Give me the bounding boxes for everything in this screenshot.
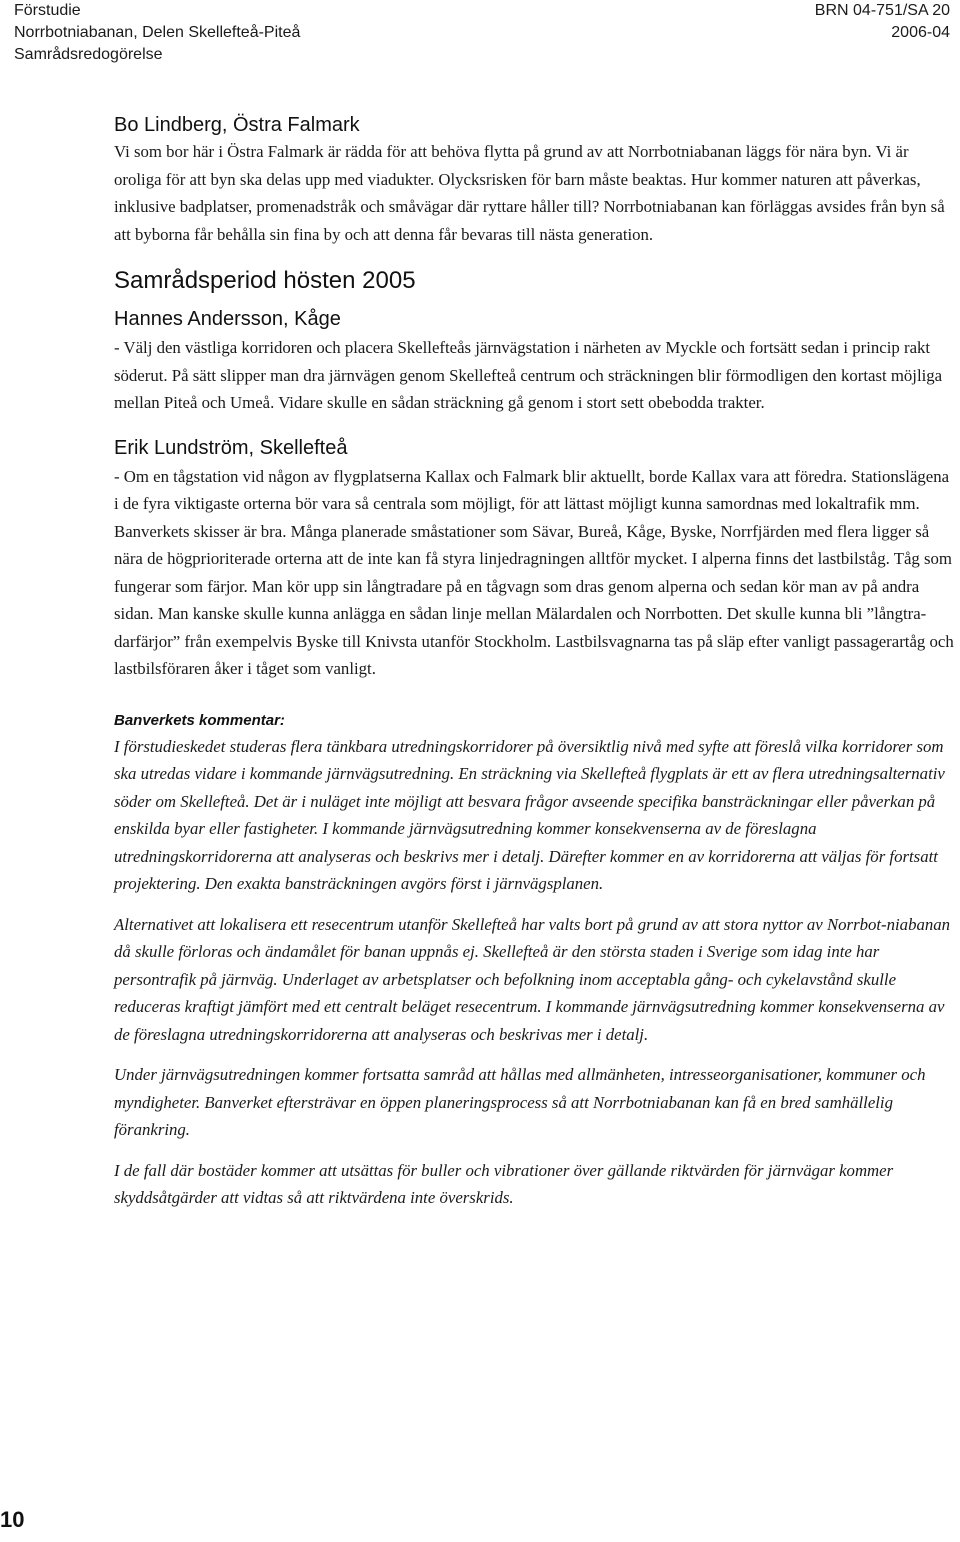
page-number: 10	[0, 1507, 25, 1532]
comment-paragraph: Alternativet att lokalisera ett resecentrum utanför Skellefteå har valts bort på grund av att stora nyttor av Norrbot-niabanan då skulle förloras och ändamålet för banan uppnås ej. Skellefteå är den största staden i Sverige som idag inte har persontrafik på järnväg. Underlaget av arbetsplatser och befolkning inom acceptabla gång- och cykelavstånd skulle reduceras kraftigt jämfört med ett centralt beläget resecentrum. I kommande järnvägsutredning kommer konsekvenserna av de föreslagna utredningskorridorerna att analyseras och beskrivas mer i detalj.	[114, 914, 951, 1044]
banverket-comment	[114, 711, 954, 1212]
submission-text: Vi som bor här i Östra Falmark är rädda för att behöva flytta på grund av att Norrbotniabanan läggs för nära byn. Vi är oroliga för att byn ska delas upp med viadukter. Olycksrisken för barn måste beaktas. Hur kommer naturen att påverkas, inklusive badplatser, promenadstråk och småvägar där ryttare håller till? Norrbotniabanan kan förläggas avsides från byn så att byborna får behålla sin fina by och att denna får bevaras till nästa generation.	[114, 142, 945, 244]
header-right	[815, 0, 950, 44]
section-title: Samrådsperiod hösten 2005	[114, 267, 416, 294]
submission-text: - Välj den västliga korridoren och placera Skellefteås järnvägstation i närheten av Myckle och fortsätt sedan i princip rakt söderut. På sätt slipper man dra järnvägen genom Skellefteå centrum och sträckningen blir förmodligen den kortast möjliga mellan Piteå och Umeå. Vidare skulle en sådan sträckning gå genom i stort sett obebodda trakter.	[114, 338, 943, 412]
header-project-name: Norrbotniabanan, Delen Skellefteå-Piteå	[14, 24, 301, 41]
submission-heading: Erik Lundström, Skellefteå	[114, 436, 348, 459]
submission-lundstrom	[114, 435, 954, 683]
comment-label: Banverkets kommentar:	[114, 711, 285, 729]
submission-lindberg	[114, 112, 954, 248]
submission-text: - Om en tågstation vid någon av flygplatserna Kallax och Falmark blir aktuellt, borde Kallax vara att föredra. Stationslägena i de fyra viktigaste orterna bör vara så centrala som möjligt, för att lättast möjligt kunna samordnas med lokaltrafik mm. Banverkets skisser är bra. Många planerade småstationer som Sävar, Bureå, Kåge, Byske, Norrfjärden med flera ligger så nära de högprioriterade orterna att de inte kan få styra linjedragningen alltför mycket. I alperna finns det lastbilståg. Tåg som fungerar som färjor. Man kör upp sin långtradare på en tågvagn som dras genom alperna och sedan kör man av på andra sidan. Man kanske skulle kunna anlägga en sådan linje mellan Mälardalen och Norrbotten. Det skulle kunna bli ”långtra-darfärjor” från exempelvis Byske till Knivsta utanför Stockholm. Lastbilsvagnarna tas på släp efter vanligt passagerartåg och lastbilsföraren åker i tåget som vanligt.	[114, 466, 954, 678]
header-reference-number: BRN 04-751/SA 20	[814, 2, 950, 19]
comment-paragraph: I förstudieskedet studeras flera tänkbara utredningskorridorer på översiktlig nivå med syfte att föreslå vilka korridorer som ska utredas vidare i kommande järnvägsutredning. En sträckning via Skellefteå flygplats är ett av flera utredningsalternativ söder om Skellefteå. Det är i nuläget inte möjligt att besvara frågor avseende specifika bansträckningar eller påverkan på enskilda byar eller fastigheter. I kommande järnvägsutredning kommer konsekvenserna av de föreslagna utredningskorridorerna att analyseras och beskrivs mer i detalj. Därefter kommer en av korridorerna att väljas för fortsatt projektering. Den exakta bansträckningen avgörs först i järnvägsplanen.	[114, 736, 945, 893]
header-left	[14, 0, 300, 66]
page-content	[114, 112, 954, 1212]
submission-heading: Bo Lindberg, Östra Falmark	[114, 114, 360, 136]
header-document-title: Samrådsredogörelse	[14, 46, 163, 63]
submission-andersson	[114, 306, 954, 417]
submission-heading: Hannes Andersson, Kåge	[114, 308, 341, 330]
header-date: 2006-04	[891, 24, 950, 41]
page-header	[0, 0, 960, 70]
header-document-type: Förstudie	[14, 2, 81, 19]
comment-paragraph: I de fall där bostäder kommer att utsättas för buller och vibrationer över gällande riktvärden för järnvägar kommer skyddsåtgärder att vidtas så att riktvärdena inte överskrids.	[114, 1160, 894, 1207]
comment-paragraph: Under järnvägsutredningen kommer fortsatta samråd att hållas med allmänheten, intresseorganisationer, kommuner och myndigheter. Banverket eftersträvar en öppen planeringsprocess så att Norrbotniabanan kan få en bred samhällelig förankring.	[114, 1065, 926, 1139]
